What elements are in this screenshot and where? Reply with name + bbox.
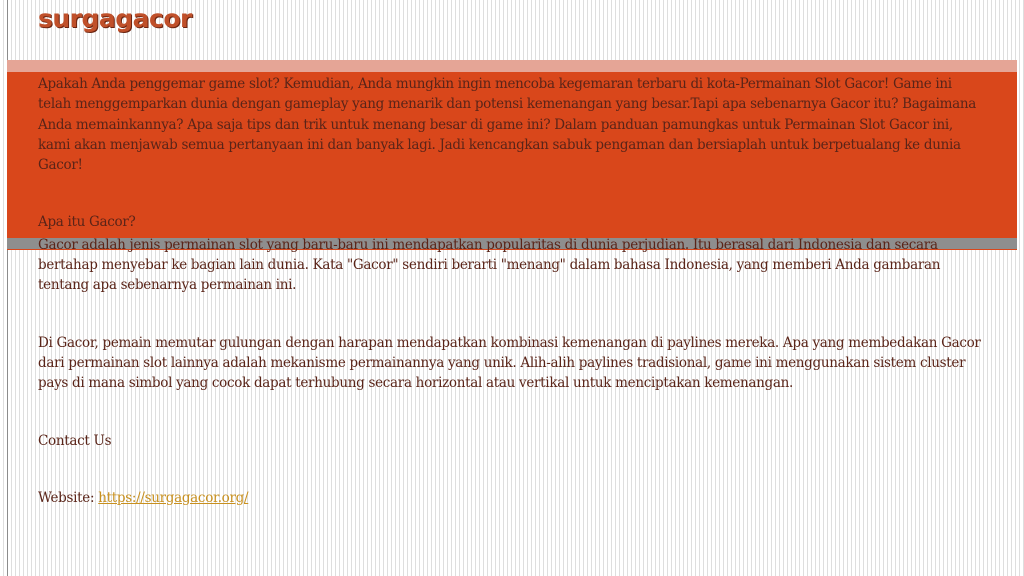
website-label: Website:: [38, 489, 95, 506]
website-link[interactable]: https://surgagacor.org/: [98, 489, 249, 506]
definition-paragraph: Gacor adalah jenis permainan slot yang baru-baru ini mendapatkan popularitas di dunia perjudian. Itu berasal dari Indonesia dan secara bertahap menyebar ke bagian lain dunia. Kata "Gacor" sendiri berarti "menang" dalam bahasa Indonesia, yang memberi Anda gambaran tentang apa sebenarnya permainan ini.: [38, 236, 941, 294]
gameplay-paragraph: Di Gacor, pemain memutar gulungan dengan harapan mendapatkan kombinasi kemenangan di paylines mereka. Apa yang membedakan Gacor dari permainan slot lainnya adalah mekanisme permainannya yang unik. Alih-alih paylines tradisional, game ini menggunakan sistem cluster pays di mana simbol yang cocok dapat terhubung secara horizontal atau vertikal untuk menciptakan kemenangan.: [38, 334, 981, 392]
section-heading: Apa itu Gacor?: [38, 214, 136, 231]
website-line: [38, 488, 984, 508]
contact-heading: Contact Us: [38, 432, 112, 449]
article-body: [38, 74, 984, 508]
intro-paragraph: Apakah Anda penggemar game slot? Kemudian, Anda mungkin ingin mencoba kegemaran terbaru di kota-Permainan Slot Gacor! Game ini telah menggemparkan dunia dengan gameplay yang menarik dan potensi kemenangan yang besar.Tapi apa sebenarnya Gacor itu? Bagaimana Anda memainkannya? Apa saja tips dan trik untuk menang besar di game ini? Dalam panduan pamungkas untuk Permainan Slot Gacor ini, kami akan menjawab semua pertanyaan ini dan banyak lagi. Jadi kencangkan sabuk pengaman dan bersiaplah untuk berpetualang ke dunia Gacor!: [38, 76, 976, 174]
page-title: surgagacor: [38, 4, 192, 33]
